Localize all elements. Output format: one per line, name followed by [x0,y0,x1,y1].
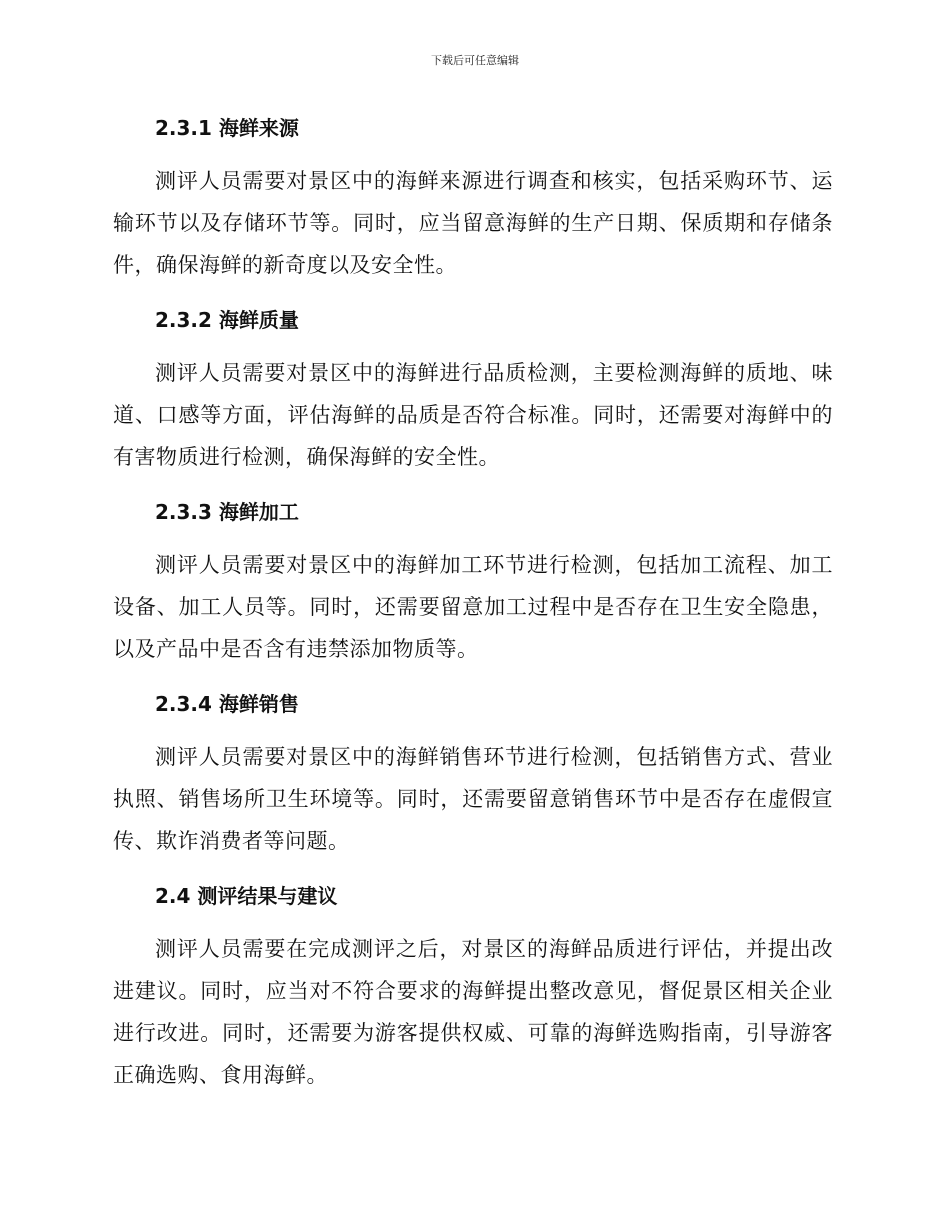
section-paragraph-2-3-1: 测评人员需要对景区中的海鲜来源进行调查和核实，包括采购环节、运输环节以及存储环节等。同时，应当留意海鲜的生产日期、保质期和存储条件，确保海鲜的新奇度以及安全性。 [113,169,833,277]
document-body [113,110,833,1112]
page-header-note: 下载后可任意编辑 [431,54,519,67]
section-heading-2-3-2: 2.3.2 海鲜质量 [155,308,299,332]
section-paragraph-2-3-2: 测评人员需要对景区中的海鲜进行品质检测，主要检测海鲜的质地、味道、口感等方面，评估海鲜的品质是否符合标准。同时，还需要对海鲜中的有害物质进行检测，确保海鲜的安全性。 [113,361,833,469]
section-heading-2-3-4: 2.3.4 海鲜销售 [155,692,299,716]
section-heading-2-3-1: 2.3.1 海鲜来源 [155,116,299,140]
section-paragraph-2-3-3: 测评人员需要对景区中的海鲜加工环节进行检测，包括加工流程、加工设备、加工人员等。同时，还需要留意加工过程中是否存在卫生安全隐患，以及产品中是否含有违禁添加物质等。 [113,553,833,661]
section-paragraph-2-4: 测评人员需要在完成测评之后，对景区的海鲜品质进行评估，并提出改进建议。同时，应当对不符合要求的海鲜提出整改意见，督促景区相关企业进行改进。同时，还需要为游客提供权威、可靠的海鲜选购指南，引导游客正确选购、食用海鲜。 [113,937,833,1087]
section-heading-2-3-3: 2.3.3 海鲜加工 [155,500,299,524]
section-heading-2-4: 2.4 测评结果与建议 [155,884,338,908]
section-paragraph-2-3-4: 测评人员需要对景区中的海鲜销售环节进行检测，包括销售方式、营业执照、销售场所卫生环境等。同时，还需要留意销售环节中是否存在虚假宣传、欺诈消费者等问题。 [113,745,833,853]
